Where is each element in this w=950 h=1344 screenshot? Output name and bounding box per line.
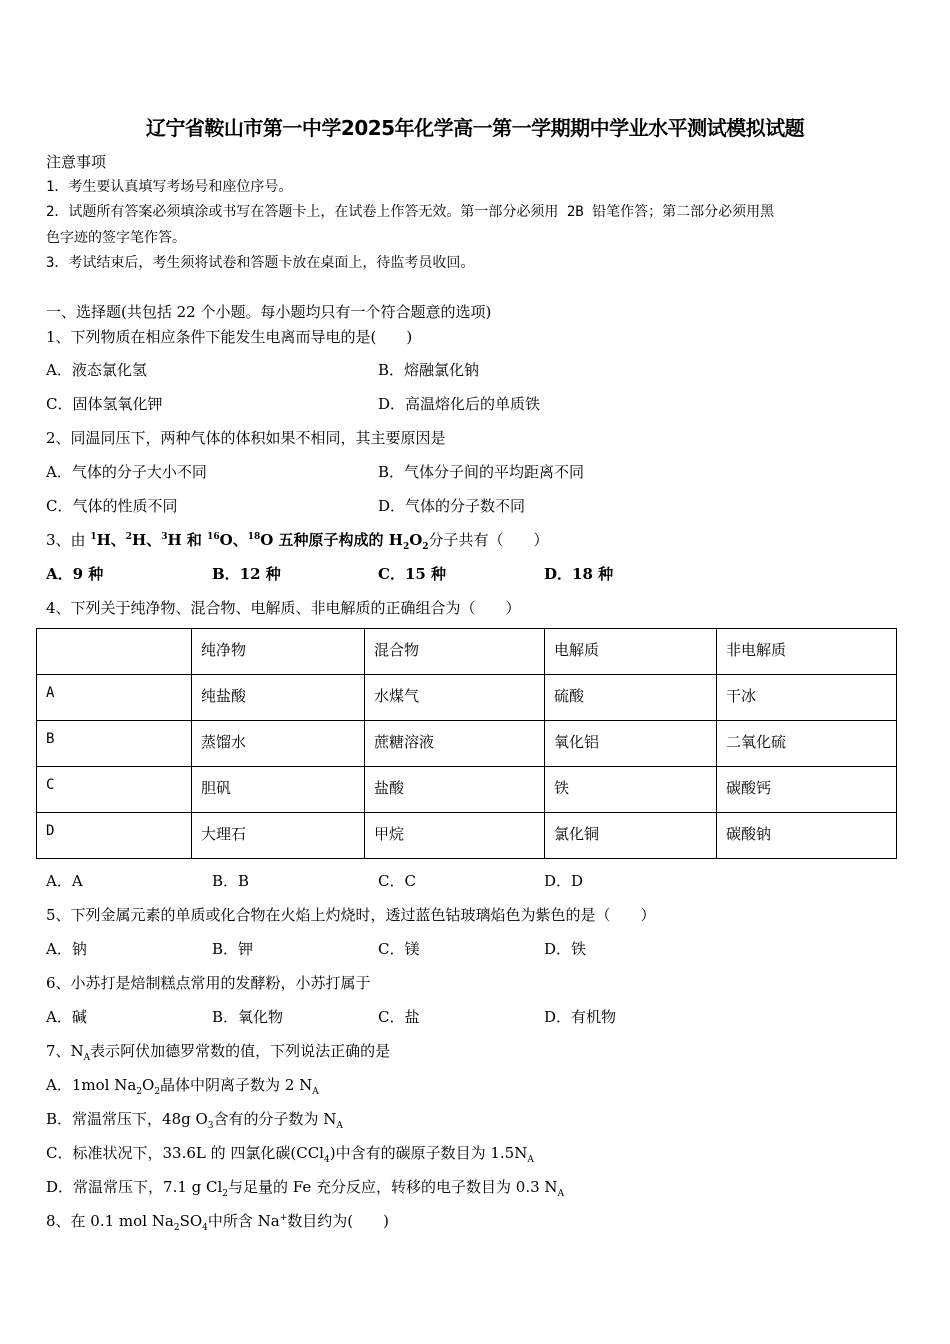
q2-option-c: C．气体的性质不同 <box>46 497 178 515</box>
q3-option-a: A．9 种 <box>46 565 104 583</box>
table-row <box>37 675 897 721</box>
question-2-stem: 2、同温同压下，两种气体的体积如果不相同，其主要原因是 <box>46 429 446 447</box>
q6-option-a: A．碱 <box>46 1008 87 1026</box>
q3-option-c: C．15 种 <box>378 565 447 583</box>
table-cell: 碳酸钙 <box>717 767 897 813</box>
q7-option-a: A．1mol $Na_2O_2$晶体中阴离子数为 2 $N_A$ <box>46 1076 319 1097</box>
q1-option-b: B．熔融氯化钠 <box>378 361 480 379</box>
notice-item-1: 1．考生要认真填写考场号和座位序号。 <box>46 179 293 195</box>
table-cell: B <box>37 721 192 767</box>
question-8-stem: 8、在 0.1 mol $Na_2SO_4$中所含 Na+数目约为( ) <box>46 1212 389 1233</box>
q5-option-b: B．钾 <box>212 940 254 958</box>
table-cell: 干冰 <box>717 675 897 721</box>
table-cell: 纯盐酸 <box>192 675 365 721</box>
question-1-stem: 1、下列物质在相应条件下能发生电离而导电的是( ) <box>46 328 413 346</box>
q1-option-d: D．高温熔化后的单质铁 <box>378 395 541 413</box>
table-cell: 大理石 <box>192 813 365 859</box>
table-cell: 电解质 <box>545 629 717 675</box>
notice-item-2-cont: 色字迹的签字笔作答。 <box>46 230 186 246</box>
table-cell: 水煤气 <box>365 675 545 721</box>
q5-option-a: A．钠 <box>46 940 87 958</box>
question-5-stem: 5、下列金属元素的单质或化合物在火焰上灼烧时，透过蓝色钴玻璃焰色为紫色的是（ ） <box>46 906 656 924</box>
table-cell: 甲烷 <box>365 813 545 859</box>
question-3-stem: 3、由 $^1$H、$^2$H、$^3$H 和 $^{16}$O、$^{18}$O 五种原子构成的 $H_2O_2$分子共有（ ） <box>46 531 549 552</box>
q6-option-c: C．盐 <box>378 1008 420 1026</box>
table-cell: 盐酸 <box>365 767 545 813</box>
table-cell: 蔗糖溶液 <box>365 721 545 767</box>
table-cell: 氯化铜 <box>545 813 717 859</box>
classification-table <box>36 628 897 859</box>
q6-option-b: B．氧化物 <box>212 1008 284 1026</box>
table-row <box>37 767 897 813</box>
q4-option-b: B．B <box>212 872 250 890</box>
table-cell: C <box>37 767 192 813</box>
q1-option-c: C．固体氢氧化钾 <box>46 395 163 413</box>
notice-item-2: 2．试题所有答案必须填涂或书写在答题卡上，在试卷上作答无效。第一部分必须用 2B 铅笔作答；第二部分必须用黑 <box>46 204 775 220</box>
table-cell: 二氧化硫 <box>717 721 897 767</box>
q7-option-c: C．标准状况下，33.6L 的 四氯化碳(CCl$_4$)中含有的碳原子数目为 $1.5N_A$ <box>46 1144 534 1165</box>
q4-option-d: D．D <box>544 872 584 890</box>
table-cell: D <box>37 813 192 859</box>
table-cell: 蒸馏水 <box>192 721 365 767</box>
table-cell: 非电解质 <box>717 629 897 675</box>
q6-option-d: D．有机物 <box>544 1008 617 1026</box>
q3-option-b: B．12 种 <box>212 565 281 583</box>
notice-item-3: 3．考试结束后，考生须将试卷和答题卡放在桌面上，待监考员收回。 <box>46 255 475 271</box>
question-4-stem: 4、下列关于纯净物、混合物、电解质、非电解质的正确组合为（ ） <box>46 599 521 617</box>
notice-heading: 注意事项 <box>46 153 107 171</box>
q7-option-b: B．常温常压下，48g $O_3$含有的分子数为 $N_A$ <box>46 1110 343 1131</box>
q3-option-d: D．18 种 <box>544 565 614 583</box>
table-cell: 氧化铝 <box>545 721 717 767</box>
q5-option-c: C．镁 <box>378 940 420 958</box>
table-cell: 硫酸 <box>545 675 717 721</box>
q2-option-a: A．气体的分子大小不同 <box>46 463 207 481</box>
table-cell: A <box>37 675 192 721</box>
q2-option-b: B．气体分子间的平均距离不同 <box>378 463 585 481</box>
table-row <box>37 813 897 859</box>
table-row <box>37 721 897 767</box>
table-header-row <box>37 629 897 675</box>
q1-option-a: A．液态氯化氢 <box>46 361 147 379</box>
q7-option-d: D．常温常压下，7.1 g $Cl_2$与足量的 Fe 充分反应，转移的电子数目为 0.3 $N_A$ <box>46 1178 565 1199</box>
q5-option-d: D．铁 <box>544 940 587 958</box>
table-cell: 碳酸钠 <box>717 813 897 859</box>
question-7-stem: 7、$N_A$表示阿伏加德罗常数的值，下列说法正确的是 <box>46 1042 391 1063</box>
table-cell: 胆矾 <box>192 767 365 813</box>
page-title: 辽宁省鞍山市第一中学2025年化学高一第一学期期中学业水平测试模拟试题 <box>145 116 805 140</box>
q4-option-a: A．A <box>46 872 83 890</box>
section-heading: 一、选择题(共包括 22 个小题。每小题均只有一个符合题意的选项) <box>46 303 492 321</box>
q2-option-d: D．气体的分子数不同 <box>378 497 526 515</box>
q4-option-c: C．C <box>378 872 416 890</box>
table-cell: 混合物 <box>365 629 545 675</box>
table-cell: 纯净物 <box>192 629 365 675</box>
question-6-stem: 6、小苏打是焙制糕点常用的发酵粉，小苏打属于 <box>46 974 371 992</box>
table-cell <box>37 629 192 675</box>
table-cell: 铁 <box>545 767 717 813</box>
